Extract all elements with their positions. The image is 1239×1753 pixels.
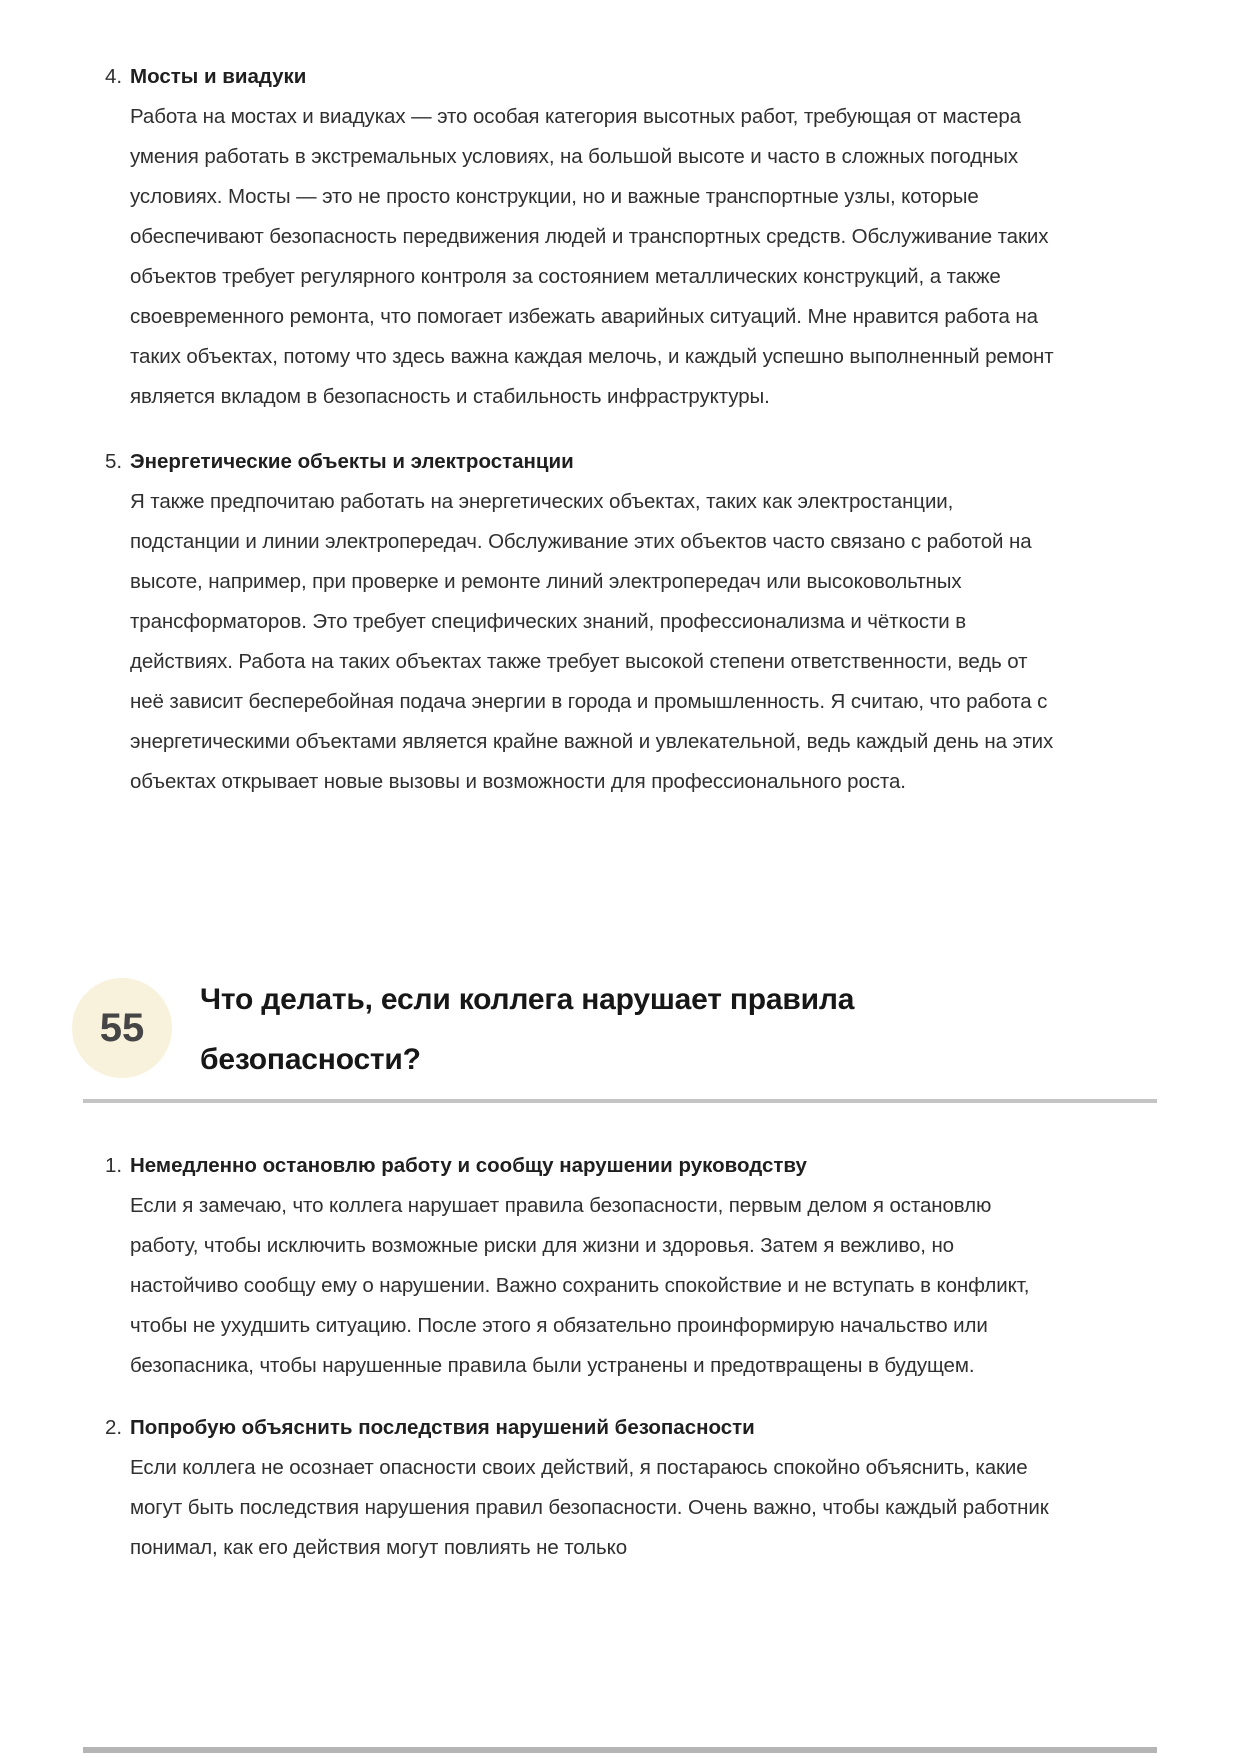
list-item-number: 5. [105,450,123,473]
list-item-title: Мосты и виадуки [130,65,307,88]
list-item-title: Энергетические объекты и электростанции [130,450,574,473]
question-number: 55 [99,1005,145,1050]
bottom-page-divider [83,1747,1157,1753]
list-item-number: 1. [105,1154,123,1177]
preferred-objects-list [83,57,1157,802]
list-item-title: Попробую объяснить последствия нарушений безопасности [130,1416,755,1439]
list-item-number: 4. [105,65,123,88]
list-item-body: Я также предпочитаю работать на энергетических объектах, таких как электростанции, подстанции и линии электропередач. Обслуживание этих объектов часто связано с работой на высоте, например, при проверке и ремонте линий электропередач или высоковольтных трансформаторов. Это требует специфических знаний, профессионализма и чёткости в действиях. Работа на таких объектах также требует высокой степени ответственности, ведь от неё зависит бесперебойная подача энергии в города и промышленность. Я считаю, что работа с энергетическими объектами является крайне важной и увлекательной, ведь каждый день на этих объектах открывает новые вызовы и возможности для профессионального роста. [130,490,1054,793]
list-item-body: Если я замечаю, что коллега нарушает правила безопасности, первым делом я остановлю работу, чтобы исключить возможные риски для жизни и здоровья. Затем я вежливо, но настойчиво сообщу ему о нарушении. Важно сохранить спокойствие и не вступать в конфликт, чтобы не ухудшить ситуацию. После этого я обязательно проинформирую начальство или безопасника, чтобы нарушенные правила были устранены и предотвращены в будущем. [130,1194,1030,1377]
question-number-badge [72,978,172,1078]
list-item-1 [83,1146,1157,1386]
list-item-title: Немедленно остановлю работу и сообщу нарушении руководству [130,1154,807,1177]
list-item-4 [83,57,1157,417]
list-item-2 [83,1408,1157,1568]
question-title: Что делать, если коллега нарушает правила безопасности? [200,983,855,1076]
list-item-body: Работа на мостах и виадуках — это особая категория высотных работ, требующая от мастера умения работать в экстремальных условиях, на большой высоте и часто в сложных погодных условиях. Мосты — это не просто конструкции, но и важные транспортные узлы, которые обеспечивают безопасность передвижения людей и транспортных средств. Обслуживание таких объектов требует регулярного контроля за состоянием металлических конструкций, а также своевременного ремонта, что помогает избежать аварийных ситуаций. Мне нравится работа на таких объектах, потому что здесь важна каждая мелочь, и каждый успешно выполненный ремонт является вкладом в безопасность и стабильность инфраструктуры. [130,105,1054,408]
list-item-5 [83,442,1157,802]
list-item-number: 2. [105,1416,123,1439]
answer-list [83,1146,1157,1568]
header-divider [83,1099,1157,1103]
question-header [83,970,1157,1090]
list-item-body: Если коллега не осознает опасности своих действий, я постараюсь спокойно объяснить, какие могут быть последствия нарушения правил безопасности. Очень важно, чтобы каждый работник понимал, как его действия могут повлиять не только [130,1456,1049,1559]
